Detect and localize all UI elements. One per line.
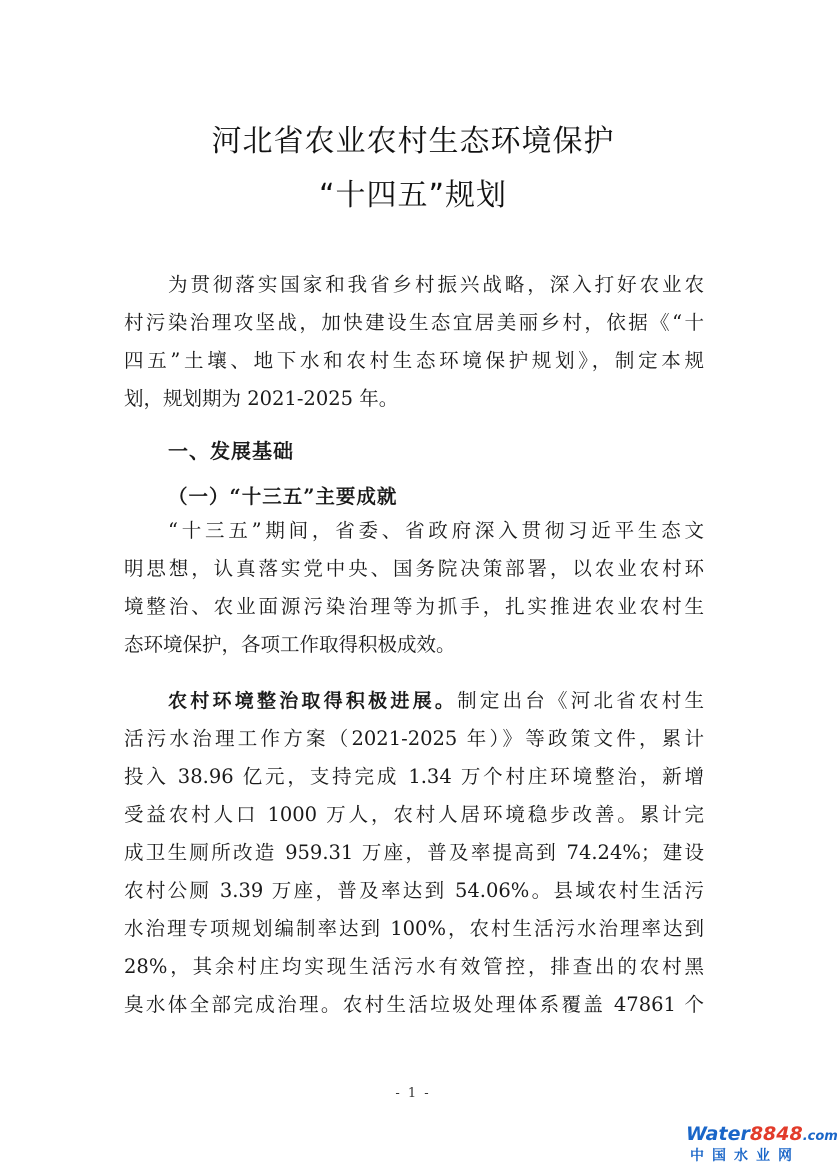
paragraph-line: 28%，其余村庄均实现生活污水有效管控，排查出的农村黑 bbox=[124, 955, 704, 978]
paragraph-line: 受益农村人口 1000 万人，农村人居环境稳步改善。累计完 bbox=[124, 803, 704, 826]
paragraph-line: 态环境保护，各项工作取得积极成效。 bbox=[124, 633, 456, 656]
subsection-heading: （一）“十三五”主要成就 bbox=[168, 485, 398, 508]
logo-domain-text: .com bbox=[802, 1129, 838, 1144]
watermark-logo bbox=[686, 1123, 838, 1168]
page-number: - 1 - bbox=[395, 1086, 431, 1101]
paragraph-achievements bbox=[124, 512, 704, 664]
paragraph-line-rest: 制定出台《河北省农村生 bbox=[457, 689, 704, 712]
logo-wordmark bbox=[686, 1123, 838, 1147]
logo-chinese-text: 中国水业网 bbox=[690, 1148, 800, 1164]
paragraph-line: 投入 38.96 亿元，支持完成 1.34 万个村庄环境整治，新增 bbox=[124, 765, 704, 788]
paragraph-rural-environment bbox=[124, 682, 704, 1024]
paragraph-line: 农村公厕 3.39 万座，普及率达到 54.06%。县域农村生活污 bbox=[124, 879, 704, 902]
paragraph-line: 境整治、农业面源污染治理等为抓手，扎实推进农业农村生 bbox=[124, 595, 704, 618]
logo-number-text: 8848 bbox=[749, 1123, 803, 1145]
paragraph-line: 水治理专项规划编制率达到 100%，农村生活污水治理率达到 bbox=[124, 917, 704, 940]
paragraph-line bbox=[124, 682, 704, 720]
intro-paragraph bbox=[124, 266, 704, 418]
logo-water-text: Water bbox=[686, 1123, 750, 1145]
intro-line: 划，规划期为 2021-2025 年。 bbox=[124, 387, 399, 410]
paragraph-line: 明思想，认真落实党中央、国务院决策部署，以农业农村环 bbox=[124, 557, 704, 580]
title-line-1: 河北省农业农村生态环境保护 bbox=[211, 124, 615, 159]
intro-line: 四五”土壤、地下水和农村生态环境保护规划》，制定本规 bbox=[124, 349, 704, 372]
paragraph-line: “十三五”期间，省委、省政府深入贯彻习近平生态文 bbox=[168, 519, 704, 542]
paragraph-line: 成卫生厕所改造 959.31 万座，普及率提高到 74.24%；建设 bbox=[124, 841, 704, 864]
intro-line: 村污染治理攻坚战，加快建设生态宜居美丽乡村，依据《“十 bbox=[124, 311, 704, 334]
bold-lead-text: 农村环境整治取得积极进展。 bbox=[168, 690, 458, 712]
paragraph-line: 臭水体全部完成治理。农村生活垃圾处理体系覆盖 47861 个 bbox=[124, 993, 704, 1016]
intro-line: 为贯彻落实国家和我省乡村振兴战略，深入打好农业农 bbox=[168, 273, 704, 296]
section-heading: 一、发展基础 bbox=[168, 439, 294, 463]
paragraph-line: 活污水治理工作方案（2021-2025 年）》等政策文件，累计 bbox=[124, 727, 704, 750]
title-line-2: “十四五”规划 bbox=[318, 178, 508, 213]
